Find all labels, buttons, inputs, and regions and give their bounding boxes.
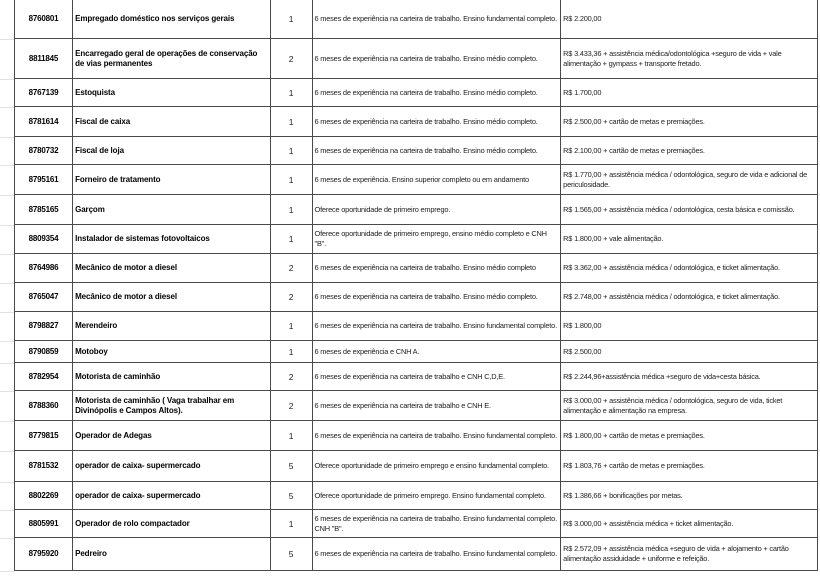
margin-gridline [0, 254, 14, 255]
vacancy-count: 1 [270, 341, 312, 363]
salary-benefits-text: R$ 2.200,00 [561, 0, 818, 39]
vacancy-count: 1 [270, 165, 312, 195]
margin-gridline [0, 421, 14, 422]
occupation-title: Forneiro de tratamento [73, 165, 271, 195]
margin-gridline [0, 391, 14, 392]
vacancy-count: 2 [270, 39, 312, 79]
occupation-title: Estoquista [73, 79, 271, 107]
occupation-title: Pedreiro [73, 538, 271, 571]
margin-gridline [0, 39, 14, 40]
occupation-title: Fiscal de caixa [73, 107, 271, 137]
requirements-text: Oferece oportunidade de primeiro emprego, ensino médio completo e CNH "B". [312, 225, 561, 254]
table-row [15, 341, 818, 363]
salary-benefits-text: R$ 2.500,00 [561, 341, 818, 363]
vacancy-code: 8781614 [15, 107, 73, 137]
table-row [15, 79, 818, 107]
requirements-text: 6 meses de experiência na carteira de trabalho e CNH C,D,E. [312, 363, 561, 391]
requirements-text: Oferece oportunidade de primeiro emprego e ensino fundamental completo. [312, 451, 561, 482]
salary-benefits-text: R$ 3.000,00 + assistência médica / odontológica, seguro de vida, ticket alimentação e alimentação na empresa. [561, 391, 818, 421]
occupation-title: Motorista de caminhão [73, 363, 271, 391]
occupation-title: Encarregado geral de operações de conservação de vias permanentes [73, 39, 271, 79]
salary-benefits-text: R$ 2.500,00 + cartão de metas e premiações. [561, 107, 818, 137]
vacancy-count: 1 [270, 0, 312, 39]
occupation-title: operador de caixa- supermercado [73, 482, 271, 510]
salary-benefits-text: R$ 2.244,96+assistência médica +seguro de vida+cesta básica. [561, 363, 818, 391]
vacancy-count: 1 [270, 195, 312, 225]
salary-benefits-text: R$ 1.565,00 + assistência médica / odontológica, cesta básica e comissão. [561, 195, 818, 225]
table-row [15, 451, 818, 482]
table-row [15, 283, 818, 312]
requirements-text: 6 meses de experiência na carteira de trabalho e CNH E. [312, 391, 561, 421]
occupation-title: Mecânico de motor a diesel [73, 283, 271, 312]
occupation-title: Fiscal de loja [73, 137, 271, 165]
salary-benefits-text: R$ 3.000,00 + assistência médica + ticket alimentação. [561, 510, 818, 538]
margin-gridline [0, 283, 14, 284]
requirements-text: 6 meses de experiência na carteira de trabalho. Ensino médio completo. [312, 283, 561, 312]
job-vacancies-table [14, 0, 818, 571]
vacancy-code: 8785165 [15, 195, 73, 225]
vacancy-code: 8760801 [15, 0, 73, 39]
vacancy-code: 8795920 [15, 538, 73, 571]
occupation-title: Instalador de sistemas fotovoltaicos [73, 225, 271, 254]
table-body [15, 0, 818, 571]
vacancy-count: 2 [270, 363, 312, 391]
vacancy-count: 1 [270, 510, 312, 538]
vacancy-code: 8802269 [15, 482, 73, 510]
vacancy-count: 1 [270, 137, 312, 165]
table-row [15, 254, 818, 283]
salary-benefits-text: R$ 1.770,00 + assistência médica / odontológica, seguro de vida e adicional de periculosidade. [561, 165, 818, 195]
occupation-title: Motorista de caminhão ( Vaga trabalhar em Divinópolis e Campos Altos). [73, 391, 271, 421]
occupation-title: Mecânico de motor a diesel [73, 254, 271, 283]
salary-benefits-text: R$ 3.362,00 + assistência médica / odontológica, e ticket alimentação. [561, 254, 818, 283]
margin-gridline [0, 312, 14, 313]
salary-benefits-text: R$ 1.803,76 + cartão de metas e premiações. [561, 451, 818, 482]
margin-gridline [0, 451, 14, 452]
margin-gridline [0, 225, 14, 226]
margin-gridline [0, 510, 14, 511]
margin-gridline [0, 482, 14, 483]
salary-benefits-text: R$ 1.800,00 + vale alimentação. [561, 225, 818, 254]
occupation-title: Empregado doméstico nos serviços gerais [73, 0, 271, 39]
table-row [15, 0, 818, 39]
margin-gridline [0, 571, 14, 572]
requirements-text: Oferece oportunidade de primeiro emprego. Ensino fundamental completo. [312, 482, 561, 510]
left-margin-gridlines [0, 0, 14, 572]
table-row [15, 107, 818, 137]
requirements-text: 6 meses de experiência na carteira de trabalho. Ensino fundamental completo. [312, 421, 561, 451]
vacancy-code: 8780732 [15, 137, 73, 165]
table-row [15, 482, 818, 510]
requirements-text: Oferece oportunidade de primeiro emprego. [312, 195, 561, 225]
vacancy-count: 5 [270, 482, 312, 510]
requirements-text: 6 meses de experiência. Ensino superior completo ou em andamento [312, 165, 561, 195]
vacancy-code: 8805991 [15, 510, 73, 538]
vacancy-count: 5 [270, 538, 312, 571]
salary-benefits-text: R$ 2.100,00 + cartão de metas e premiações. [561, 137, 818, 165]
requirements-text: 6 meses de experiência na carteira de trabalho. Ensino médio completo. [312, 137, 561, 165]
occupation-title: Motoboy [73, 341, 271, 363]
margin-gridline [0, 165, 14, 166]
vacancy-code: 8764986 [15, 254, 73, 283]
occupation-title: Garçom [73, 195, 271, 225]
salary-benefits-text: R$ 1.386,66 + bonificações por metas. [561, 482, 818, 510]
occupation-title: Operador de rolo compactador [73, 510, 271, 538]
vacancy-count: 2 [270, 283, 312, 312]
occupation-title: Operador de Adegas [73, 421, 271, 451]
vacancy-count: 1 [270, 225, 312, 254]
occupation-title: Merendeiro [73, 312, 271, 341]
vacancy-code: 8798827 [15, 312, 73, 341]
table-row [15, 510, 818, 538]
requirements-text: 6 meses de experiência na carteira de trabalho. Ensino médio completo. [312, 79, 561, 107]
table-row [15, 421, 818, 451]
margin-gridline [0, 195, 14, 196]
occupation-title: operador de caixa- supermercado [73, 451, 271, 482]
salary-benefits-text: R$ 3.433,36 + assistência médica/odontológica +seguro de vida + vale alimentação + gympass + transporte fretado. [561, 39, 818, 79]
requirements-text: 6 meses de experiência na carteira de trabalho. Ensino fundamental completo. [312, 0, 561, 39]
margin-gridline [0, 137, 14, 138]
table-row [15, 363, 818, 391]
requirements-text: 6 meses de experiência na carteira de trabalho. Ensino médio completo. [312, 107, 561, 137]
table-row [15, 225, 818, 254]
vacancy-count: 5 [270, 451, 312, 482]
margin-gridline [0, 79, 14, 80]
vacancy-code: 8767139 [15, 79, 73, 107]
salary-benefits-text: R$ 2.748,00 + assistência médica / odontológica, e ticket alimentação. [561, 283, 818, 312]
salary-benefits-text: R$ 1.800,00 [561, 312, 818, 341]
requirements-text: 6 meses de experiência e CNH A. [312, 341, 561, 363]
vacancy-count: 1 [270, 312, 312, 341]
salary-benefits-text: R$ 2.572,09 + assistência médica +seguro de vida + alojamento + cartão alimentação assiduidade + uniforme e refeição. [561, 538, 818, 571]
vacancy-code: 8811845 [15, 39, 73, 79]
requirements-text: 6 meses de experiência na carteira de trabalho. Ensino médio completo [312, 254, 561, 283]
requirements-text: 6 meses de experiência na carteira de trabalho. Ensino fundamental completo. [312, 312, 561, 341]
vacancy-code: 8795161 [15, 165, 73, 195]
vacancy-code: 8788360 [15, 391, 73, 421]
vacancy-count: 2 [270, 254, 312, 283]
table-row [15, 312, 818, 341]
table-row [15, 39, 818, 79]
table-row [15, 165, 818, 195]
vacancy-code: 8779815 [15, 421, 73, 451]
vacancy-code: 8809354 [15, 225, 73, 254]
margin-gridline [0, 363, 14, 364]
vacancy-code: 8790859 [15, 341, 73, 363]
margin-gridline [0, 341, 14, 342]
margin-gridline [0, 107, 14, 108]
vacancy-code: 8765047 [15, 283, 73, 312]
requirements-text: 6 meses de experiência na carteira de trabalho. Ensino médio completo. [312, 39, 561, 79]
vacancy-code: 8782954 [15, 363, 73, 391]
margin-gridline [0, 538, 14, 539]
table-row [15, 538, 818, 571]
table-row [15, 137, 818, 165]
vacancy-count: 1 [270, 79, 312, 107]
vacancy-count: 1 [270, 421, 312, 451]
salary-benefits-text: R$ 1.800,00 + cartão de metas e premiações. [561, 421, 818, 451]
requirements-text: 6 meses de experiência na carteira de trabalho. Ensino fundamental completo. CNH "B". [312, 510, 561, 538]
vacancy-code: 8781532 [15, 451, 73, 482]
salary-benefits-text: R$ 1.700,00 [561, 79, 818, 107]
table-row [15, 391, 818, 421]
table-row [15, 195, 818, 225]
requirements-text: 6 meses de experiência na carteira de trabalho. Ensino fundamental completo. [312, 538, 561, 571]
vacancy-count: 1 [270, 107, 312, 137]
vacancy-count: 2 [270, 391, 312, 421]
